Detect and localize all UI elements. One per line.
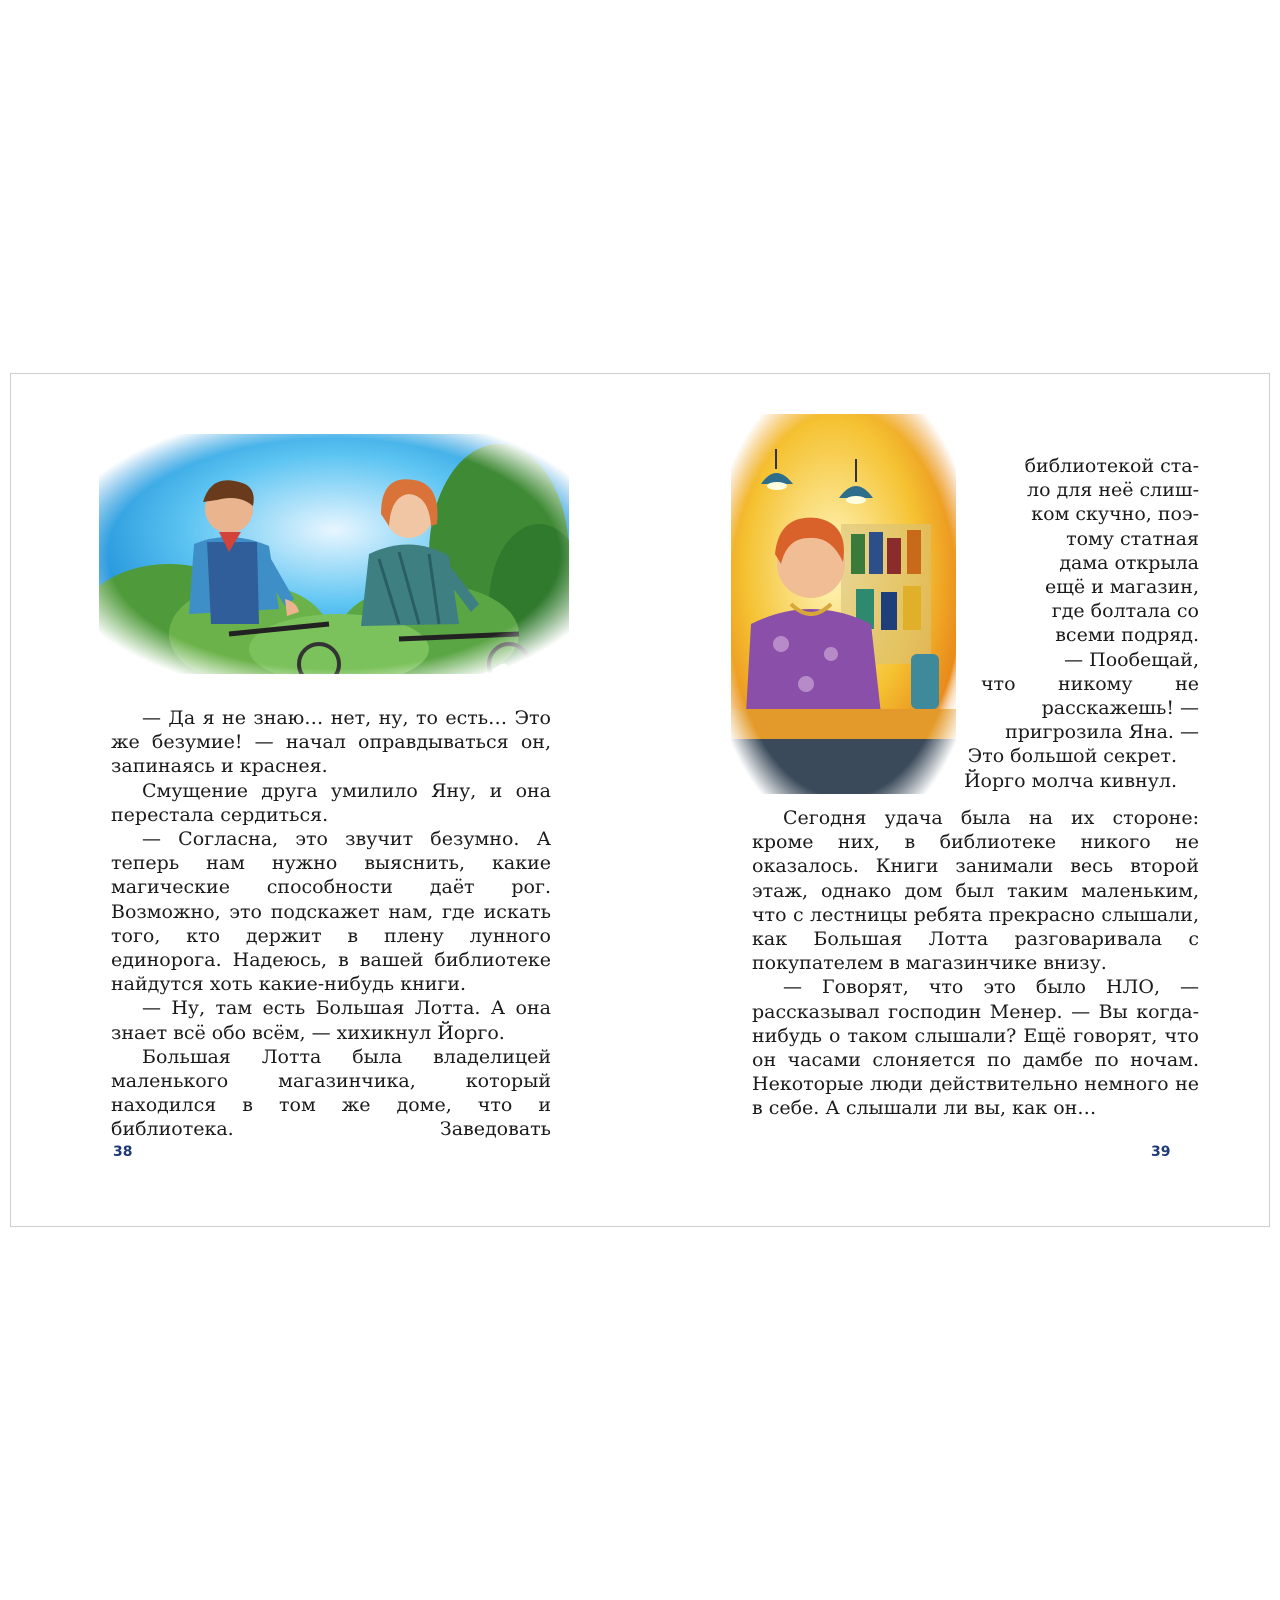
text-line: всеми подряд.	[1055, 624, 1199, 647]
text-line: библиотекой ста-	[1024, 455, 1199, 477]
right-page-text	[752, 806, 1199, 1121]
text-line: расскажешь! —	[1041, 697, 1199, 720]
text-line: тому статная	[1066, 527, 1199, 550]
paragraph: — Говорят, что это было НЛО, — рассказывал господин Менер. — Вы когда-нибудь о таком слышали? Ещё говорят, что он часами слоняется по дамбе по ночам. Некоторые люди действительно немного не в себе. А слышали ли вы, как он…	[752, 976, 1199, 1120]
paragraph: Большая Лотта была владелицей маленького магазинчика, который находился в том же доме, что и библиотека. Заведовать	[111, 1045, 551, 1141]
text-line: ком скучно, поэ-	[1031, 503, 1199, 526]
left-page-text	[111, 706, 551, 1142]
text-line: пригрозила Яна. —	[1005, 721, 1199, 744]
paragraph: Смущение друга умилило Яну, и она перестала сердиться.	[111, 779, 551, 826]
text-line: где болтала со	[1051, 600, 1199, 623]
right-page	[641, 374, 1271, 1226]
text-line: что никому не	[981, 672, 1199, 695]
boy-and-girl-on-bicycles-illustration	[99, 434, 569, 674]
paragraph: — Согласна, это звучит безумно. А теперь нам нужно выяснить, какие магические способности даёт рог. Возможно, это подскажет нам, где искать того, кто держит в плену лунного единорога. Надеюсь, в вашей библиотеке найдутся хоть какие-нибудь книги.	[111, 828, 551, 996]
paragraph: Сегодня удача была на их стороне: кроме них, в библиотеке никого не оказалось. Книги занимали весь второй этаж, однако дом был таким маленьким, что с лестницы ребята прекрасно слышали, как Большая Лотта разговаривала с покупателем в магазинчике внизу.	[752, 807, 1199, 975]
text-line: ло для неё слиш-	[1027, 479, 1199, 502]
text-line: Йорго молча кивнул.	[963, 769, 1177, 792]
book-spread	[10, 373, 1270, 1227]
text-line: дама открыла	[1059, 551, 1199, 574]
page-number-right: 39	[1151, 1144, 1171, 1160]
page-number-left: 38	[113, 1144, 133, 1160]
wrapped-text-block	[841, 454, 1199, 793]
text-line: — Пообещай,	[1064, 648, 1199, 671]
paragraph: — Ну, там есть Большая Лотта. А она знает всё обо всём, — хихикнул Йорго.	[111, 997, 551, 1044]
text-line: ещё и магазин,	[1044, 576, 1199, 599]
left-page	[11, 374, 641, 1226]
paragraph: — Да я не знаю… нет, ну, то есть… Это же безумие! — начал оправдываться он, запинаясь и краснея.	[111, 707, 551, 778]
text-line: Это большой секрет.	[967, 745, 1177, 768]
